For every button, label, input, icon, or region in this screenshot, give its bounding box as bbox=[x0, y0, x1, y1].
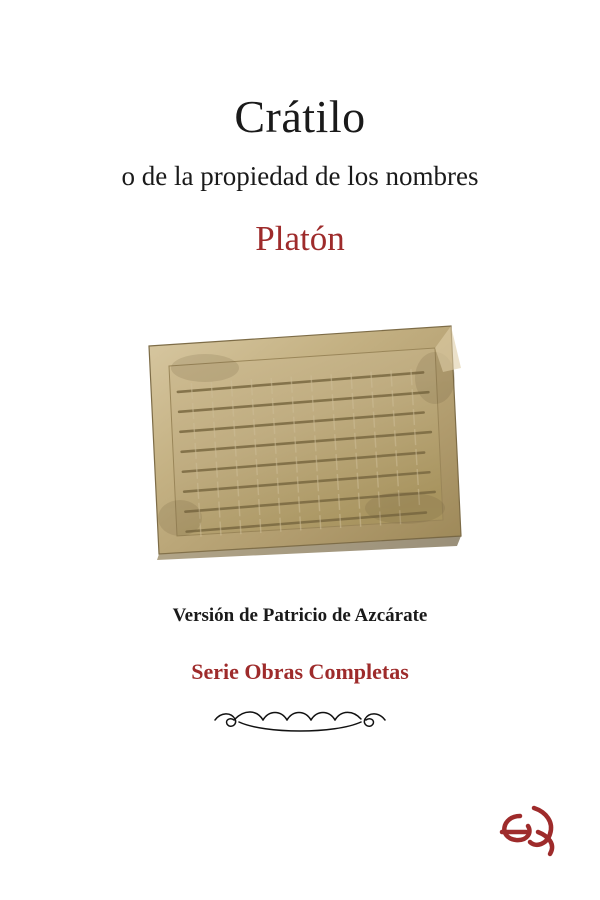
ornament-divider bbox=[0, 700, 600, 740]
stone-inscription-image bbox=[135, 308, 465, 563]
series-name: Serie Obras Completas bbox=[191, 659, 409, 684]
translator-credit: Versión de Patricio de Azcárate bbox=[172, 605, 428, 626]
credits-block bbox=[0, 605, 600, 685]
cover-image bbox=[0, 295, 600, 575]
title-block bbox=[0, 92, 600, 258]
book-subtitle: o de la propiedad de los nombres bbox=[121, 160, 479, 191]
book-author: Platón bbox=[255, 218, 345, 258]
stone-inscription-svg bbox=[135, 308, 465, 563]
publisher-logo bbox=[490, 802, 562, 864]
flourish-divider-icon bbox=[205, 704, 395, 736]
page-title: Crátilo bbox=[234, 91, 366, 142]
epublibre-logo-icon bbox=[490, 802, 562, 864]
